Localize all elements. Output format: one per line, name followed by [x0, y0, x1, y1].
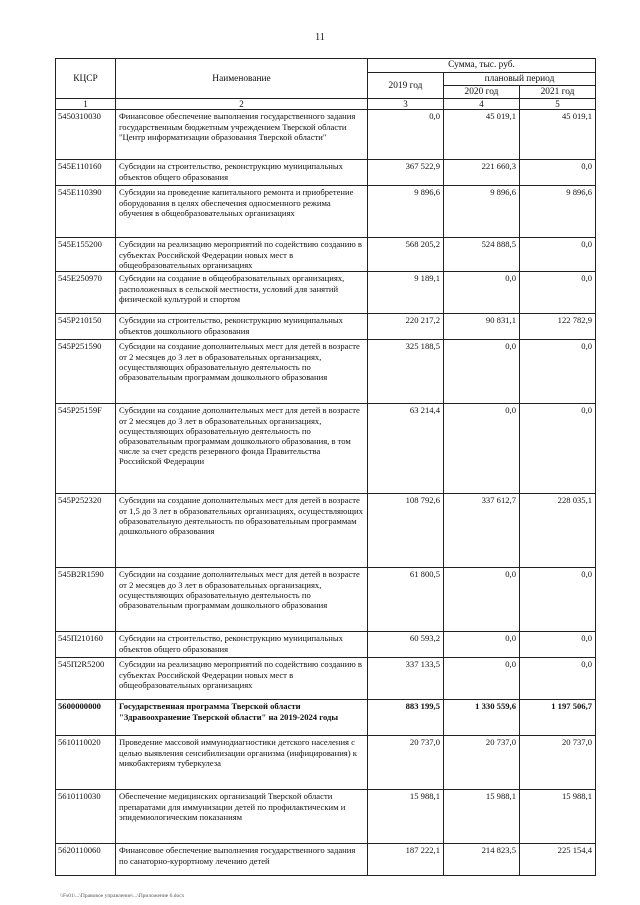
- table-row: [56, 238, 596, 272]
- table-row: [56, 790, 596, 844]
- table-row: [56, 568, 596, 632]
- value-2019-cell: 9 189,1: [368, 272, 444, 314]
- value-2020-cell: 524 888,5: [444, 238, 520, 272]
- header-2021: 2021 год: [520, 86, 596, 99]
- name-cell: Субсидии на создание дополнительных мест для детей в возрасте от 2 месяцев до 3 лет в образовательных организациях, осуществляющих образовательную деятельность по образовательным программам дошкольного образования, в том числе за счет средств резервного фонда Правительства Российской Федерации: [116, 404, 368, 494]
- code-cell: 545P251590: [56, 340, 116, 404]
- value-2020-cell: 0,0: [444, 272, 520, 314]
- index-cell: 4: [444, 99, 520, 110]
- value-2019-cell: 337 133,5: [368, 658, 444, 700]
- code-cell: 545E110390: [56, 186, 116, 238]
- index-cell: 3: [368, 99, 444, 110]
- value-2021-cell: 0,0: [520, 340, 596, 404]
- value-2019-cell: 108 792,6: [368, 494, 444, 568]
- value-2021-cell: 20 737,0: [520, 736, 596, 790]
- value-2021-cell: 122 782,9: [520, 314, 596, 340]
- header-planned: плановый период: [444, 73, 596, 86]
- name-cell: Субсидии на строительство, реконструкцию муниципальных объектов общего образования: [116, 160, 368, 186]
- value-2020-cell: 90 831,1: [444, 314, 520, 340]
- value-2021-cell: 0,0: [520, 658, 596, 700]
- value-2019-cell: 367 522,9: [368, 160, 444, 186]
- header-2020: 2020 год: [444, 86, 520, 99]
- table-row: [56, 272, 596, 314]
- name-cell: Субсидии на строительство, реконструкцию муниципальных объектов общего образования: [116, 632, 368, 658]
- header-code: КЦСР: [56, 59, 116, 99]
- footer-path: \\Fs01\...\Правовое управление\...\Приложение 6.docx: [60, 893, 185, 899]
- code-cell: 545E250970: [56, 272, 116, 314]
- value-2021-cell: 225 154,4: [520, 844, 596, 876]
- value-2020-cell: 0,0: [444, 340, 520, 404]
- table-body: [56, 110, 596, 876]
- index-row: [56, 99, 596, 110]
- value-2020-cell: 0,0: [444, 632, 520, 658]
- table-row: [56, 160, 596, 186]
- code-cell: 5610110020: [56, 736, 116, 790]
- name-cell: Проведение массовой иммунодиагностики детского населения с целью выявления сенсибилизации организма (инфицирования) к микобактериям туберкулеза: [116, 736, 368, 790]
- value-2019-cell: 60 593,2: [368, 632, 444, 658]
- table-row: [56, 494, 596, 568]
- value-2020-cell: 20 737,0: [444, 736, 520, 790]
- value-2019-cell: 20 737,0: [368, 736, 444, 790]
- value-2021-cell: 1 197 506,7: [520, 700, 596, 736]
- value-2020-cell: 0,0: [444, 404, 520, 494]
- name-cell: Субсидии на проведение капитального ремонта и приобретение оборудования в целях обеспечения односменного режима обучения в общеобразовательных организациях: [116, 186, 368, 238]
- code-cell: 545E110160: [56, 160, 116, 186]
- table-row: [56, 110, 596, 160]
- name-cell: Субсидии на создание дополнительных мест для детей в возрасте от 1,5 до 3 лет в образовательных организациях, осуществляющих образовательную деятельность по образовательным программам дошкольного образования: [116, 494, 368, 568]
- value-2021-cell: 9 896,6: [520, 186, 596, 238]
- code-cell: 5600000000: [56, 700, 116, 736]
- value-2020-cell: 9 896,6: [444, 186, 520, 238]
- name-cell: Субсидии на создание в общеобразовательных организациях, расположенных в сельской местности, условий для занятий физической культурой и спортом: [116, 272, 368, 314]
- value-2019-cell: 220 217,2: [368, 314, 444, 340]
- value-2019-cell: 568 205,2: [368, 238, 444, 272]
- code-cell: 545П210160: [56, 632, 116, 658]
- code-cell: 545P252320: [56, 494, 116, 568]
- value-2021-cell: 228 035,1: [520, 494, 596, 568]
- value-2019-cell: 0,0: [368, 110, 444, 160]
- value-2021-cell: 0,0: [520, 404, 596, 494]
- table-row: [56, 844, 596, 876]
- code-cell: 545P210150: [56, 314, 116, 340]
- value-2019-cell: 63 214,4: [368, 404, 444, 494]
- budget-table: [55, 58, 596, 876]
- name-cell: Субсидии на реализацию мероприятий по содействию созданию в субъектах Российской Федерации новых мест в общеобразовательных организациях: [116, 238, 368, 272]
- table-row: [56, 340, 596, 404]
- name-cell: Государственная программа Тверской области "Здравоохранение Тверской области" на 2019-2024 годы: [116, 700, 368, 736]
- value-2020-cell: 221 660,3: [444, 160, 520, 186]
- table-row: [56, 700, 596, 736]
- name-cell: Субсидии на строительство, реконструкцию муниципальных объектов дошкольного образования: [116, 314, 368, 340]
- index-cell: 1: [56, 99, 116, 110]
- value-2020-cell: 214 823,5: [444, 844, 520, 876]
- value-2020-cell: 45 019,1: [444, 110, 520, 160]
- value-2019-cell: 325 188,5: [368, 340, 444, 404]
- value-2021-cell: 0,0: [520, 238, 596, 272]
- code-cell: 5620110060: [56, 844, 116, 876]
- value-2020-cell: 15 988,1: [444, 790, 520, 844]
- value-2019-cell: 9 896,6: [368, 186, 444, 238]
- index-cell: 2: [116, 99, 368, 110]
- header-name: Наименование: [116, 59, 368, 99]
- value-2019-cell: 61 800,5: [368, 568, 444, 632]
- name-cell: Субсидии на создание дополнительных мест для детей в возрасте от 2 месяцев до 3 лет в образовательных организациях, осуществляющих образовательную деятельность по образовательным программам дошкольного образования: [116, 568, 368, 632]
- index-cell: 5: [520, 99, 596, 110]
- table-row: [56, 736, 596, 790]
- code-cell: 545B2R1590: [56, 568, 116, 632]
- code-cell: 545E155200: [56, 238, 116, 272]
- table-row: [56, 658, 596, 700]
- code-cell: 545P25159F: [56, 404, 116, 494]
- table-row: [56, 186, 596, 238]
- value-2021-cell: 0,0: [520, 632, 596, 658]
- value-2021-cell: 0,0: [520, 160, 596, 186]
- value-2020-cell: 0,0: [444, 568, 520, 632]
- value-2021-cell: 45 019,1: [520, 110, 596, 160]
- table-row: [56, 632, 596, 658]
- name-cell: Обеспечение медицинских организаций Тверской области препаратами для иммунизации детей по профилактическим и эпидемиологическим показаниям: [116, 790, 368, 844]
- value-2019-cell: 883 199,5: [368, 700, 444, 736]
- name-cell: Субсидии на реализацию мероприятий по содействию созданию в субъектах Российской Федерации новых мест в общеобразовательных организациях: [116, 658, 368, 700]
- code-cell: 5450310030: [56, 110, 116, 160]
- value-2020-cell: 1 330 559,6: [444, 700, 520, 736]
- value-2020-cell: 0,0: [444, 658, 520, 700]
- header-2019: 2019 год: [368, 73, 444, 99]
- value-2020-cell: 337 612,7: [444, 494, 520, 568]
- name-cell: Финансовое обеспечение выполнения государственного задания государственным бюджетным учреждением Тверской области "Центр информатизации образования Тверской области": [116, 110, 368, 160]
- code-cell: 5610110030: [56, 790, 116, 844]
- code-cell: 545П2R5200: [56, 658, 116, 700]
- value-2019-cell: 187 222,1: [368, 844, 444, 876]
- table-row: [56, 404, 596, 494]
- name-cell: Субсидии на создание дополнительных мест для детей в возрасте от 2 месяцев до 3 лет в образовательных организациях, осуществляющих образовательную деятельность по образовательным программам дошкольного образования: [116, 340, 368, 404]
- value-2021-cell: 0,0: [520, 568, 596, 632]
- table-row: [56, 314, 596, 340]
- value-2019-cell: 15 988,1: [368, 790, 444, 844]
- name-cell: Финансовое обеспечение выполнения государственного задания по санаторно-курортному лечению детей: [116, 844, 368, 876]
- value-2021-cell: 15 988,1: [520, 790, 596, 844]
- header-sum: Сумма, тыс. руб.: [368, 59, 596, 73]
- value-2021-cell: 0,0: [520, 272, 596, 314]
- page-number: 11: [315, 32, 325, 43]
